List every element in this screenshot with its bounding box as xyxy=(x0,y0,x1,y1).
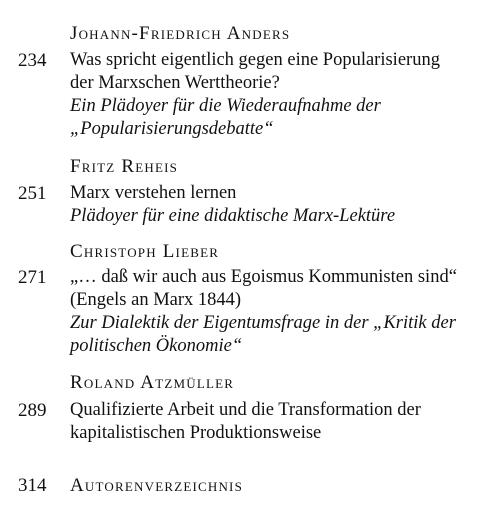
entry-text xyxy=(70,266,485,358)
subtitle-line: Ein Plädoyer für die Wiederaufnahme der xyxy=(70,96,381,116)
subtitle-line: Zur Dialektik der Eigentumsfrage in der „Kritik der xyxy=(70,313,456,333)
author-name: Christoph Lieber xyxy=(70,241,220,262)
title-line: Qualifizierte Arbeit und die Transformation der xyxy=(70,400,421,420)
title-line: der Marxschen Werttheorie? xyxy=(70,73,280,93)
author-name: Johann-Friedrich Anders xyxy=(70,23,291,44)
page-number: 314 xyxy=(18,475,47,496)
page-number: 271 xyxy=(18,267,47,288)
page-number: 251 xyxy=(18,183,47,204)
title-line: Was spricht eigentlich gegen eine Popularisierung xyxy=(70,50,440,70)
author-name: Fritz Reheis xyxy=(70,156,179,177)
title-line: „… daß wir auch aus Egoismus Kommunisten sind“ xyxy=(70,267,457,287)
entry-text xyxy=(70,399,485,445)
subtitle-line: „Popularisierungsdebatte“ xyxy=(70,119,274,139)
title-line: Marx verstehen lernen xyxy=(70,183,237,203)
title-line: (Engels an Marx 1844) xyxy=(70,290,242,310)
page-number: 234 xyxy=(18,50,47,71)
entry-text xyxy=(70,474,485,497)
author-index-label: Autorenverzeichnis xyxy=(70,475,244,496)
title-line: kapitalistischen Produktionsweise xyxy=(70,423,322,443)
subtitle-line: politischen Ökonomie“ xyxy=(70,336,243,356)
subtitle-line: Plädoyer für eine didaktische Marx-Lektüre xyxy=(70,206,396,226)
author-name: Roland Atzmüller xyxy=(70,372,235,393)
page-number: 289 xyxy=(18,400,47,421)
entry-text xyxy=(70,49,485,141)
entry-text xyxy=(70,182,485,228)
